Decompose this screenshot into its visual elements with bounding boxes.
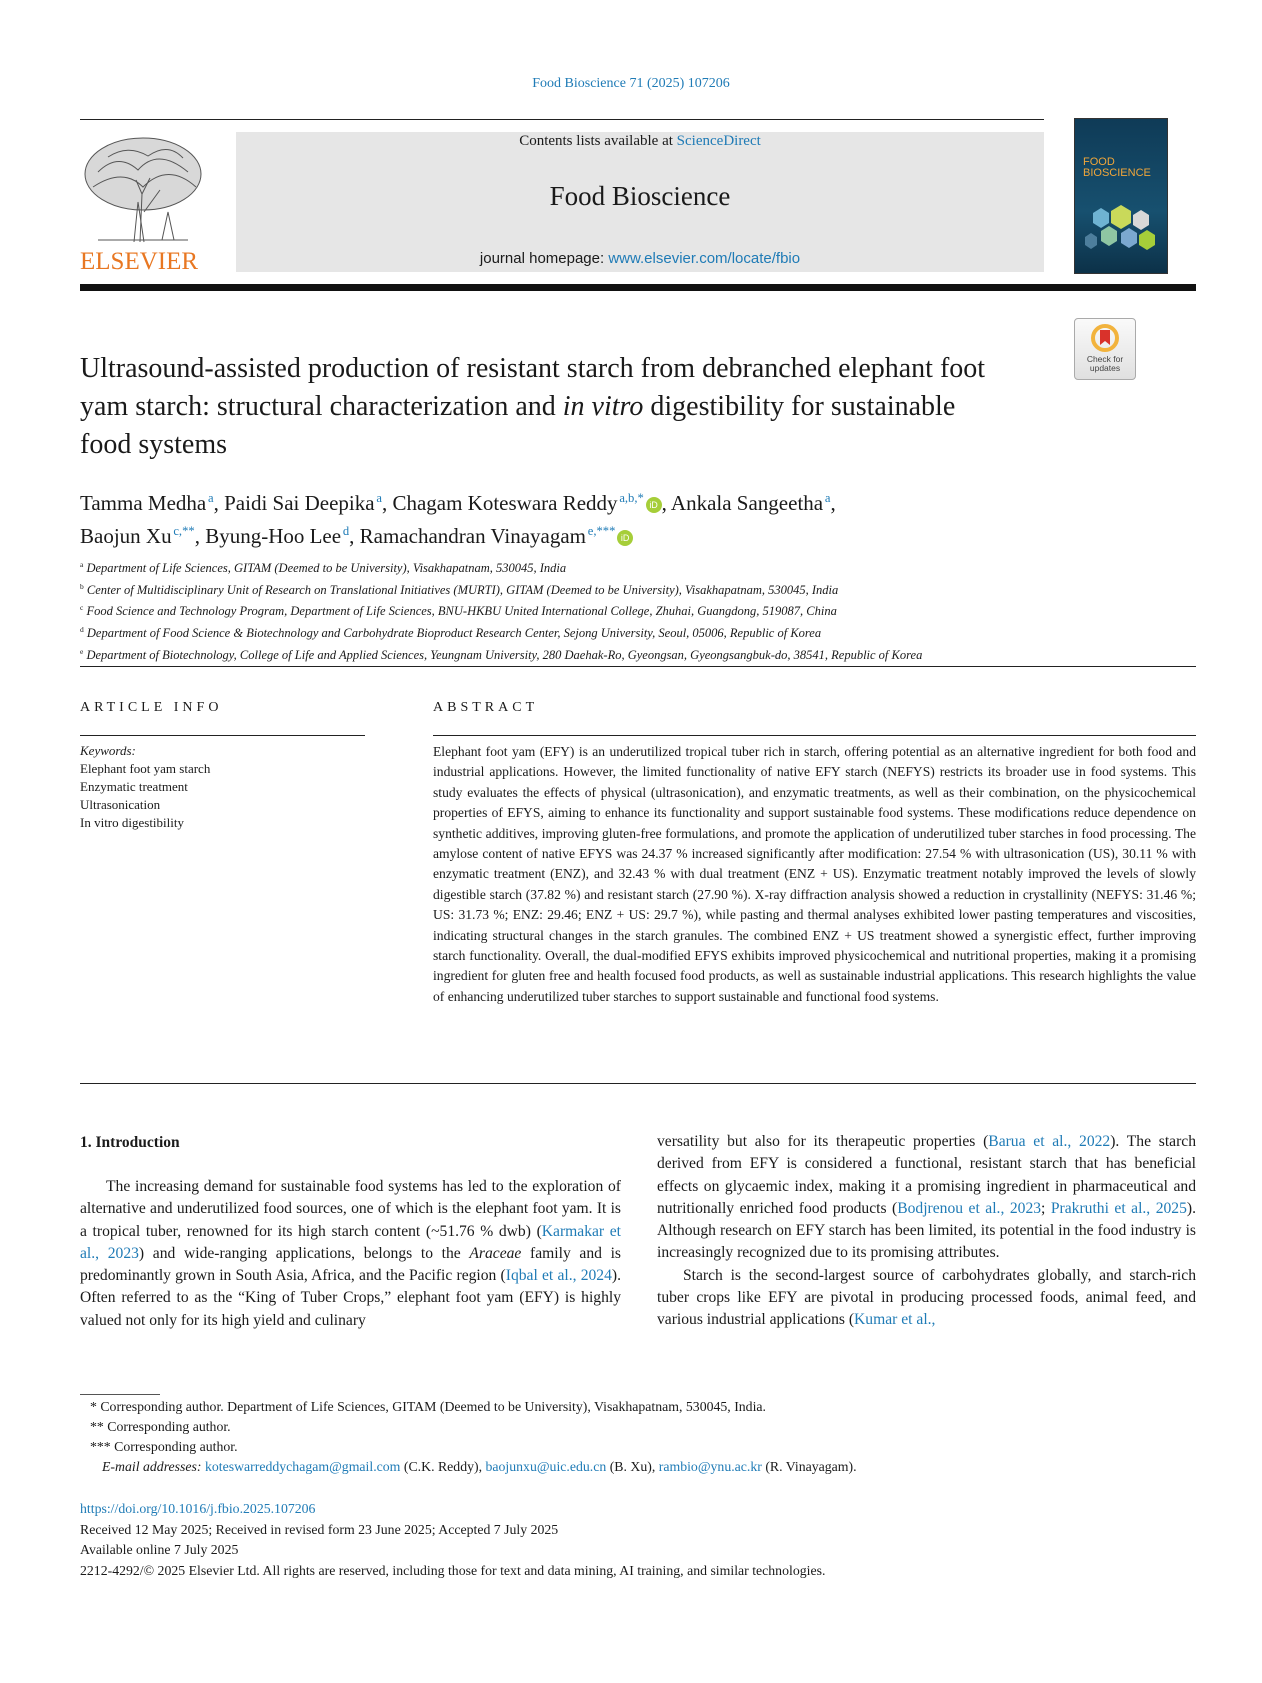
homepage-prefix: journal homepage: (479, 250, 609, 267)
author-name[interactable]: Paidi Sai Deepika (224, 491, 375, 515)
author-affiliation-marker[interactable]: a (824, 491, 831, 505)
cover-title-line1: FOOD (1083, 156, 1115, 168)
journal-cover-image[interactable] (1074, 118, 1168, 274)
author-affiliation-marker[interactable]: d (342, 524, 350, 538)
check-updates-icon (1090, 323, 1120, 353)
reference-link[interactable]: Iqbal et al., 2024 (505, 1267, 612, 1285)
keyword: In vitro digestibility (80, 815, 184, 830)
author-name[interactable]: Tamma Medha (80, 491, 207, 515)
email-link[interactable]: koteswarreddychagam@gmail.com (204, 1459, 401, 1474)
author-name[interactable]: Ankala Sangeetha (670, 491, 824, 515)
publication-info (80, 1499, 1190, 1581)
author-affiliation-marker[interactable]: e,*** (587, 524, 616, 538)
reference-link[interactable]: Bodjrenou et al., 2023 (897, 1199, 1042, 1217)
paragraph: Starch is the second-largest source of carbohydrates globally, and starch-rich tuber crops like EFY are pivotal in producing processed foods, animal feed, and various industrial applications (Kumar et al., (657, 1266, 1196, 1329)
affiliation: $^e$ Department of Biotechnology, College of Life and Applied Sciences, Yeungnam University, 280 Daehak-Ro, Gyeongsan, Gyeongsangbuk-do, 38541, Republic of Korea (80, 646, 923, 662)
contents-prefix: Contents lists available at (519, 133, 677, 149)
affiliation-list (80, 556, 1180, 664)
publisher-name: ELSEVIER (80, 248, 199, 275)
author-name[interactable]: Ramachandran Vinayagam (359, 524, 586, 548)
homepage-link[interactable]: www.elsevier.com/locate/fbio (608, 250, 801, 267)
journal-citation[interactable]: Food Bioscience 71 (2025) 107206 (532, 76, 730, 91)
reference-link[interactable]: Prakruthi et al., 2025 (1050, 1199, 1187, 1217)
contents-line (236, 133, 1044, 150)
abstract-end-rule (80, 1083, 1196, 1084)
header-rule (80, 119, 1044, 120)
body-column-left: The increasing demand for sustainable food systems has led to the exploration of alternative and underutilized food sources, one of which is the elephant foot yam. It is a tropical tuber, renowned for its high starch content (~51.76 % dwb) (Karmakar et al., 2023) and wide-ranging applications, belongs to the Araceae family and is predominantly grown in South Asia, Africa, and the Pacific region (Iqbal et al., 2024). Often referred to as the “King of Tuber Crops,” elephant foot yam (EFY) is highly valued not only for its high yield and culinary (80, 1178, 621, 1329)
affiliation: $^c$ Food Science and Technology Program, Department of Life Sciences, BNU-HKBU United International College, Zhuhai, Guangdong, 519087, China (80, 603, 837, 619)
title-part1: Ultrasound-assisted production of resistant starch from debranched elephant foot yam starch: structural characterization and (80, 353, 986, 422)
affiliation: $^b$ Center of Multidisciplinary Unit of Research on Translational Initiatives (MURTI), GITAM (Deemed to be University), Visakhapatnam, 530045, India (80, 581, 839, 597)
affiliation: $^a$ Department of Life Sciences, GITAM (Deemed to be University), Visakhapatnam, 530045, India (80, 560, 567, 576)
doi-link[interactable]: https://doi.org/10.1016/j.fbio.2025.107206 (80, 1501, 316, 1516)
abstract-heading: ABSTRACT (433, 700, 539, 715)
author-list: Tamma Medha $^a$, Paidi Sai Deepika $^a$, Chagam Koteswara Reddy $^{a,b,*}$ iD , Ankala Sangeetha $^a$, Baojun Xu $^{c,**}$, Byung-Hoo Lee $^d$, Ramachandran Vinayagam $^{e,***}$ iD (80, 491, 836, 548)
email-link[interactable]: rambio@ynu.ac.kr (658, 1459, 762, 1474)
cover-title-line2: BIOSCIENCE (1083, 167, 1151, 179)
reference-link[interactable]: Karmakar et al., 2023 (80, 1222, 621, 1262)
author-affiliation-marker[interactable]: a (208, 491, 214, 505)
orcid-icon[interactable]: iD (617, 530, 633, 546)
author-affiliation-marker[interactable]: a (376, 491, 382, 505)
title-italic: in vitro (562, 391, 644, 422)
keyword: Ultrasonication (80, 797, 161, 812)
sciencedirect-link[interactable]: ScienceDirect (676, 133, 761, 149)
homepage-line (236, 250, 1044, 267)
article-info-rule (80, 735, 365, 736)
footnote-rule (80, 1394, 160, 1395)
author-affiliation-marker[interactable]: c,** (173, 524, 195, 538)
author-name[interactable]: Chagam Koteswara Reddy (392, 491, 618, 515)
footnote: *** Corresponding author. (90, 1439, 238, 1454)
affiliation-rule (80, 666, 1196, 667)
article-info-heading: ARTICLE INFO (80, 700, 223, 715)
footnote: * Corresponding author. Department of Life Sciences, GITAM (Deemed to be University), Visakhapatnam, 530045, India. (90, 1399, 766, 1414)
author-name[interactable]: Byung-Hoo Lee (205, 524, 342, 548)
reference-link[interactable]: Kumar et al., (854, 1311, 936, 1329)
email-link[interactable]: baojunxu@uic.edu.cn (485, 1459, 607, 1474)
check-updates-line1: Check for (1086, 354, 1124, 364)
keywords-block (80, 742, 365, 832)
author-name[interactable]: Baojun Xu (80, 524, 172, 548)
abstract-text: Elephant foot yam (EFY) is an underutilized tropical tuber rich in starch, offering potential as an alternative ingredient for both food and industrial applications. However, the limited functionality of native EFY starch (NEFYS) restricts its broader use in food systems. This study evaluates the effects of physical (ultrasonication), and enzymatic treatments, as well as their combination, on the physicochemical properties of EFYS, aiming to enhance its functionality and support sustainable food systems. These modifications reduce dependence on synthetic additives, improving gluten-free formulations, and promote the application of underutilized tuber starches in food processing. The amylose content of native EFYS was 24.37 % increased significantly after modification: 27.54 % with ultrasonication (US), 30.11 % with enzymatic treatment (ENZ), and 32.43 % with dual treatment (ENZ + US). Enzymatic treatment notably improved the levels of slowly digestible starch (37.82 %) and resistant starch (27.90 %). X-ray diffraction analysis showed a reduction in crystallinity (NEFYS: 31.46 %; US: 31.73 %; ENZ: 29.46; ENZ + US: 29.7 %), while pasting and thermal analyses exhibited lower pasting temperatures and viscosities, indicating structural changes in the starch granules. The combined ENZ + US treatment showed a synergistic effect, further improving starch functionality. Overall, the dual-modified EFYS exhibits improved physicochemical and nutritional properties, making it a promising ingredient for gluten free and health focused food products, as well as sustainable industrial applications. This research highlights the value of enhancing underutilized tuber starches to support sustainable and functional food systems. (433, 744, 1196, 1004)
received-dates: Received 12 May 2025; Received in revised form 23 June 2025; Accepted 7 July 2025 (80, 1521, 559, 1537)
cover-hexagon-art (1079, 203, 1163, 263)
email-footnote: E-mail addresses: koteswarreddychagam@gmail.com (C.K. Reddy), baojunxu@uic.edu.cn (B. Xu), rambio@ynu.ac.kr (R. Vinayagam). (102, 1459, 857, 1474)
footnote: ** Corresponding author. (90, 1419, 231, 1434)
check-updates-line2: updates (1089, 363, 1121, 373)
email-label: E-mail addresses: (102, 1459, 202, 1474)
affiliation: $^d$ Department of Food Science & Biotechnology and Carbohydrate Bioproduct Research Center, Sejong University, Seoul, 05006, Republic of Korea (80, 624, 822, 641)
journal-name: Food Bioscience (549, 181, 731, 211)
header-thick-rule (80, 284, 1196, 291)
body-column-right (657, 1131, 1196, 1332)
orcid-icon[interactable]: iD (646, 497, 662, 513)
available-online: Available online 7 July 2025 (80, 1542, 239, 1557)
keywords-label: Keywords: (80, 743, 136, 758)
title-part2: digestibility for sustainable food systems (80, 391, 956, 460)
footnotes (90, 1397, 1190, 1477)
copyright-notice: 2212-4292/© 2025 Elsevier Ltd. All rights are reserved, including those for text and data mining, AI training, and similar technologies. (80, 1562, 826, 1578)
article-title (80, 350, 1010, 464)
section-heading: 1. Introduction (80, 1134, 180, 1151)
keyword: Elephant foot yam starch (80, 761, 211, 776)
reference-link[interactable]: Barua et al., 2022 (988, 1133, 1111, 1150)
author-affiliation-marker[interactable]: a,b,* (619, 491, 644, 505)
keyword: Enzymatic treatment (80, 779, 188, 794)
check-for-updates-badge[interactable] (1074, 318, 1136, 380)
paragraph: versatility but also for its therapeutic properties (Barua et al., 2022). The starch derived from EFY is considered a functional, resistant starch that has beneficial effects on glycaemic index, making it a promising ingredient in pharmaceutical and nutritionally enriched food products (Bodjrenou et al., 2023; Prakruthi et al., 2025). Although research on EFY starch has been limited, its potential in the food industry is increasingly recognized due to its promising attributes. (657, 1133, 1196, 1262)
abstract-rule (433, 735, 1196, 736)
